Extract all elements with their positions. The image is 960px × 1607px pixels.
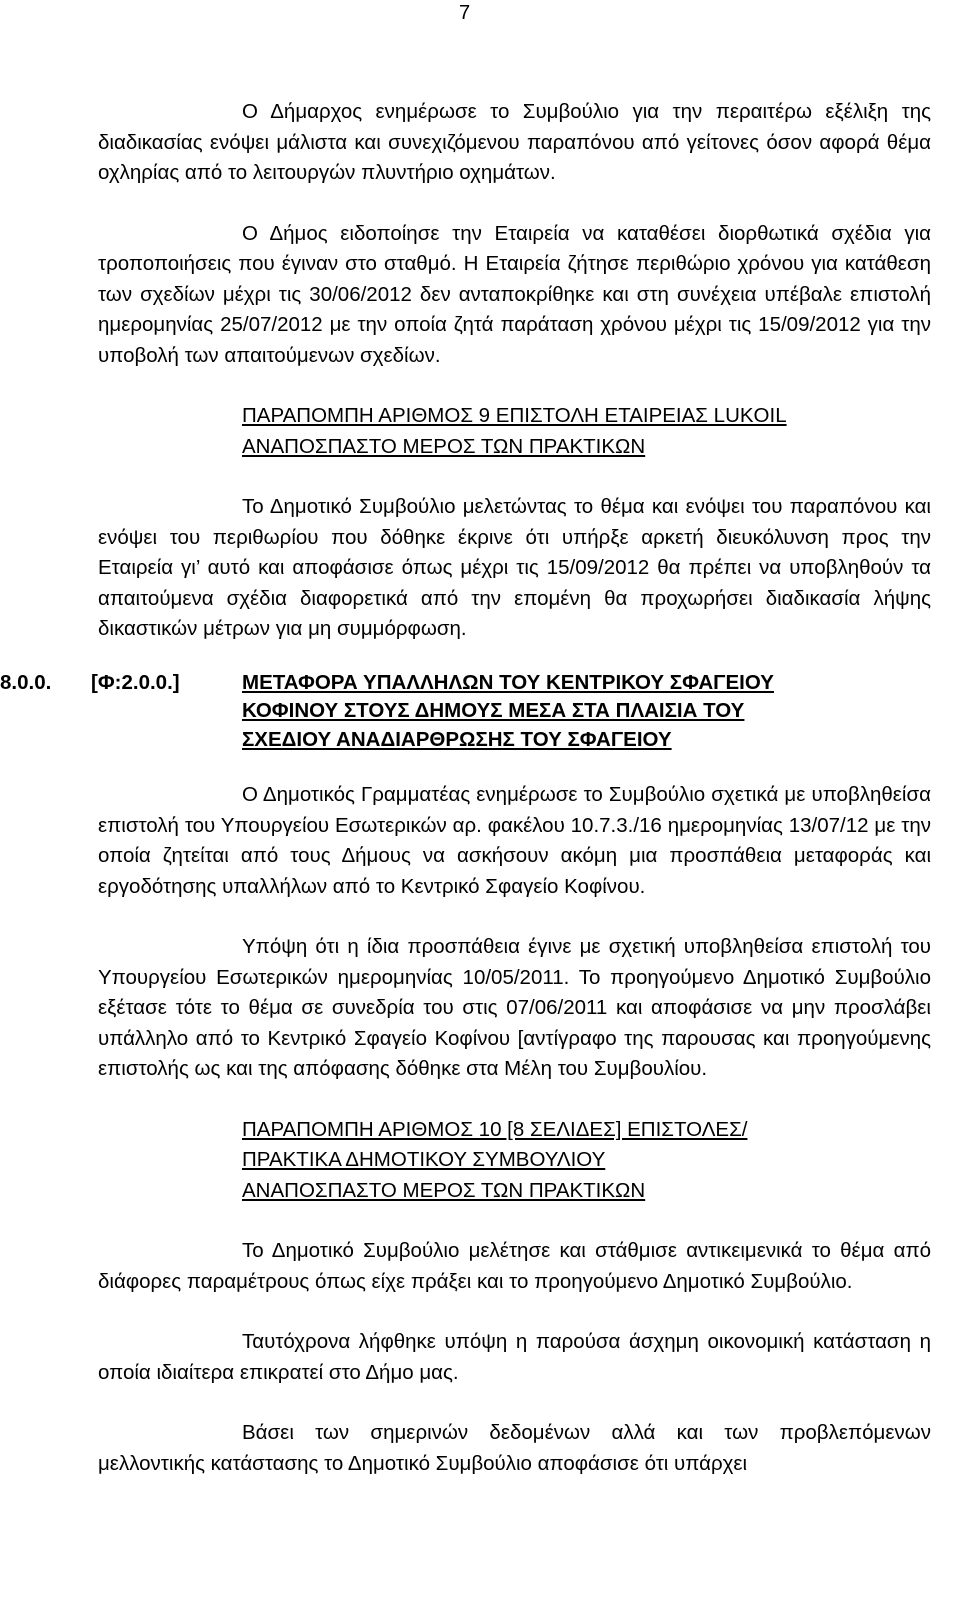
paragraph-text: Το Δημοτικό Συμβούλιο μελετώντας το θέμα και ενόψει του παραπόνου και ενόψει του περιθωρίου που δόθηκε έκρινε ότι υπήρξε αρκετή διευκόλυνση προς την Εταιρεία γι’ αυτό και αποφάσισε όπως μέχρι τις 15/09/2012 θα πρέπει να υποβληθούν τα απαιτούμενα σχέδια διαφορετικά από την επομένη θα προχωρήσει διαδικασία λήψης δικαστικών μέτρων για μη συμμόρφωση. [98, 495, 931, 640]
section-title [242, 669, 774, 755]
paragraph-secretary-update [98, 780, 931, 902]
paragraph-council-study [98, 1236, 931, 1297]
paragraph-final-decision [98, 1418, 931, 1479]
reference-10 [242, 1115, 931, 1207]
reference-line: ΠΑΡΑΠΟΜΠΗ ΑΡΙΘΜΟΣ 10 [8 ΣΕΛΙΔΕΣ] ΕΠΙΣΤΟΛΕΣ/ [242, 1117, 748, 1141]
section-heading [0, 669, 931, 755]
section-title-line: ΚΟΦΙΝΟΥ ΣΤΟΥΣ ΔΗΜΟΥΣ ΜΕΣΑ ΣΤΑ ΠΛΑΙΣΙΑ ΤΟΥ [242, 699, 745, 722]
paragraph-text: Ο Δήμος ειδοποίησε την Εταιρεία να καταθέσει διορθωτικά σχέδια για τροποποιήσεις που έγιναν στο σταθμό. Η Εταιρεία ζήτησε περιθώριο χρόνου για κατάθεση των σχεδίων μέχρι τις 30/06/2012 δεν ανταποκρίθηκε και στη συνέχεια υπέβαλε επιστολή ημερομηνίας 25/07/2012 με την οποία ζητά παράταση χρόνου μέχρι τις 15/09/2012 για την υποβολή των απαιτούμενων σχεδίων. [98, 221, 931, 367]
paragraph-council-decision [98, 492, 931, 645]
paragraph-text: Ταυτόχρονα λήφθηκε υπόψη η παρούσα άσχημη οικονομική κατάσταση η οποία ιδιαίτερα επικρατεί στο Δήμο μας. [98, 1330, 931, 1384]
paragraph-economic-situation [98, 1327, 931, 1388]
reference-line: ΠΡΑΚΤΙΚΑ ΔΗΜΟΤΙΚΟΥ ΣΥΜΒΟΥΛΙΟΥ [242, 1148, 606, 1171]
paragraph-text: Βάσει των σημερινών δεδομένων αλλά και των προβλεπόμενων μελλοντικής κατάστασης το Δημοτικό Συμβούλιο αποφάσισε ότι υπάρχει [98, 1421, 931, 1475]
paragraph-previous-attempt [98, 932, 931, 1085]
document-body [0, 97, 931, 1479]
section-code: [Φ:2.0.0.] [91, 670, 180, 694]
paragraph-company-notice [98, 219, 931, 372]
paragraph-text: Ο Δημοτικός Γραμματέας ενημέρωσε το Συμβούλιο σχετικά με υποβληθείσα επιστολή του Υπουργείου Εσωτερικών αρ. φακέλου 10.7.3./16 ημερομηνίας 13/07/12 με την οποία ζητείται από τους Δήμους να ασκήσουν ακόμη μια προσπάθεια μεταφοράς και εργοδότησης υπαλλήλων από το Κεντρικό Σφαγείο Κοφίνου. [98, 783, 931, 898]
section-number: 8.0.0. [0, 670, 52, 694]
section-title-line: ΜΕΤΑΦΟΡΑ ΥΠΑΛΛΗΛΩΝ ΤΟΥ ΚΕΝΤΡΙΚΟΥ ΣΦΑΓΕΙΟΥ [242, 670, 774, 694]
reference-line: ΠΑΡΑΠΟΜΠΗ ΑΡΙΘΜΟΣ 9 ΕΠΙΣΤΟΛΗ ΕΤΑΙΡΕΙΑΣ LUKOIL [242, 404, 787, 427]
paragraph-text: Το Δημοτικό Συμβούλιο μελέτησε και στάθμισε αντικειμενικά το θέμα από διάφορες παραμέτρους όπως είχε πράξει και το προηγούμενο Δημοτικό Συμβούλιο. [98, 1239, 931, 1293]
reference-9 [242, 401, 931, 462]
paragraph-mayor-update [98, 97, 931, 189]
page-number: 7 [459, 2, 471, 24]
paragraph-text: Ο Δήμαρχος ενημέρωσε το Συμβούλιο για την περαιτέρω εξέλιξη της διαδικασίας ενόψει μάλιστα και συνεχιζόμενου παραπόνου από γείτονες όσον αφορά θέμα οχληρίας από το λειτουργών πλυντήριο οχημάτων. [98, 100, 931, 184]
section-title-line: ΣΧΕΔΙΟΥ ΑΝΑΔΙΑΡΘΡΩΣΗΣ ΤΟΥ ΣΦΑΓΕΙΟΥ [242, 727, 672, 751]
paragraph-text: Υπόψη ότι η ίδια προσπάθεια έγινε με σχετική υποβληθείσα επιστολή του Υπουργείου Εσωτερικών ημερομηνίας 10/05/2011. Το προηγούμενο Δημοτικό Συμβούλιο εξέτασε τότε το θέμα σε συνεδρία του στις 07/06/2011 και αποφάσισε να μην προσλάβει υπάλληλο από το Κεντρικό Σφαγείο Κοφίνου [αντίγραφο της παρουσας και προηγούμενης επιστολής ως και της απόφασης δόθηκε στα Μέλη του Συμβουλίου. [98, 935, 931, 1080]
reference-line: ΑΝΑΠΟΣΠΑΣΤΟ ΜΕΡΟΣ ΤΩΝ ΠΡΑΚΤΙΚΩΝ [242, 1178, 646, 1202]
reference-line: ΑΝΑΠΟΣΠΑΣΤΟ ΜΕΡΟΣ ΤΩΝ ΠΡΑΚΤΙΚΩΝ [242, 434, 646, 458]
